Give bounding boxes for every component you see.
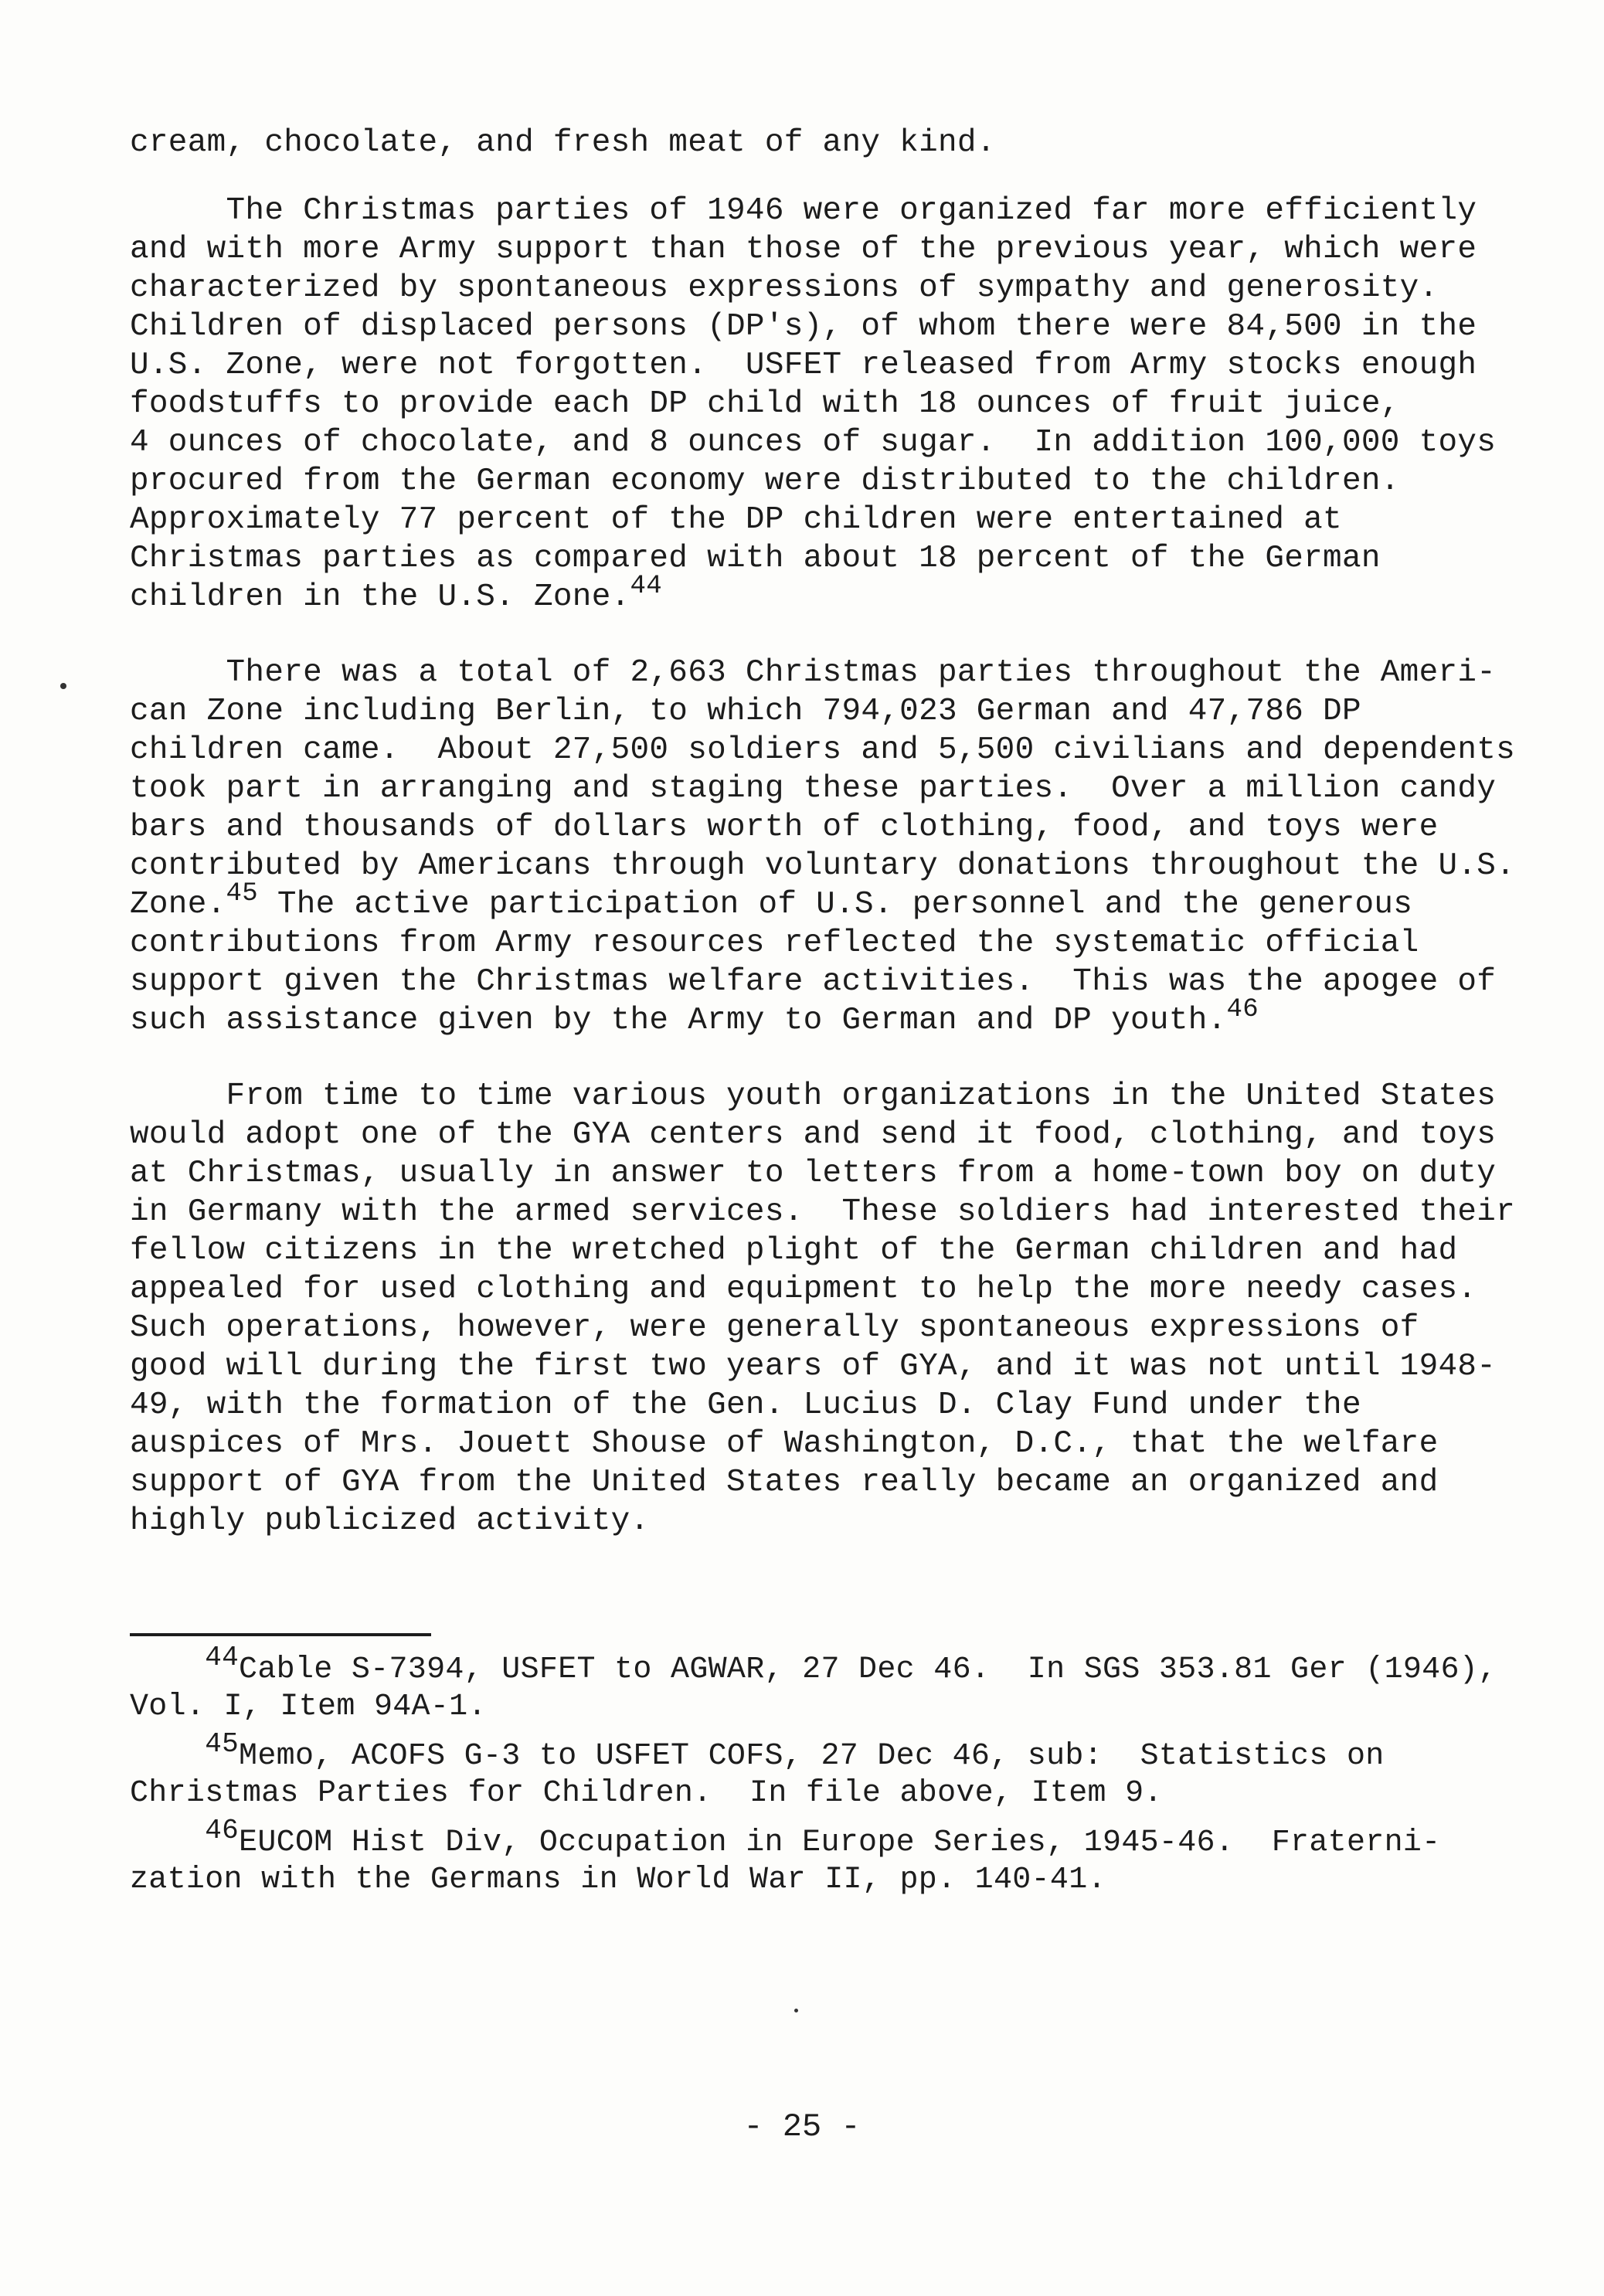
text-line [130, 879, 1413, 926]
text-line: support given the Christmas welfare activities. This was the apogee of [130, 964, 1497, 1000]
footnote-text: EUCOM Hist Div, Occupation in Europe Series, 1945-46. Fraterni- [239, 1826, 1441, 1860]
footnote-text: zation with the Germans in World War II, pp. 140-41. [130, 1863, 1106, 1897]
text-line: procured from the German economy were distributed to the children. [130, 464, 1400, 499]
text-line: Approximately 77 percent of the DP children were entertained at [130, 502, 1342, 538]
text-line: contributed by Americans through voluntary donations throughout the U.S. [130, 848, 1516, 884]
text-line [130, 995, 1259, 1041]
text-line: took part in arranging and staging these parties. Over a million candy [130, 771, 1497, 807]
footnote-text: Vol. I, Item 94A-1. [130, 1690, 487, 1724]
text-segment: The active participation of U.S. personnel and the generous [257, 887, 1413, 922]
footnote-number: 45 [205, 1728, 240, 1760]
text-line: 4 ounces of chocolate, and 8 ounces of sugar. In addition 100,000 toys [130, 425, 1497, 460]
text-line: and with more Army support than those of the previous year, which were [130, 232, 1477, 267]
endnote-marker: 46 [1226, 995, 1259, 1024]
text-line: at Christmas, usually in answer to letters from a home-town boy on duty [130, 1156, 1497, 1191]
endnote-marker: 44 [630, 572, 662, 601]
scan-speck [794, 2009, 798, 2012]
text-line: highly publicized activity. [130, 1503, 650, 1539]
text-line: would adopt one of the GYA centers and send it food, clothing, and toys [130, 1117, 1497, 1153]
text-segment: children in the U.S. Zone. [130, 579, 630, 615]
text-line: bars and thousands of dollars worth of clothing, food, and toys were [130, 810, 1439, 845]
page-number: - 25 - [743, 2108, 861, 2145]
text-line: support of GYA from the United States really became an organized and [130, 1465, 1439, 1500]
text-line: Children of displaced persons (DP's), of whom there were 84,500 in the [130, 309, 1477, 345]
endnote-marker: 45 [226, 879, 258, 909]
scan-speck [60, 683, 66, 689]
text-line: children came. About 27,500 soldiers and 5,500 civilians and dependents [130, 732, 1516, 768]
footnote-46 [130, 1815, 1441, 1862]
text-line: can Zone including Berlin, to which 794,023 German and 47,786 DP [130, 694, 1361, 729]
text-line: 49, with the formation of the Gen. Lucius D. Clay Fund under the [130, 1387, 1361, 1423]
text-line: fellow citizens in the wretched plight of the German children and had [130, 1233, 1458, 1269]
footnote-number: 46 [205, 1815, 240, 1846]
text-line: Such operations, however, were generally spontaneous expressions of [130, 1310, 1419, 1346]
text-line: appealed for used clothing and equipment to help the more needy cases. [130, 1272, 1477, 1307]
footnote-text: Memo, ACOFS G-3 to USFET COFS, 27 Dec 46, sub: Statistics on [239, 1739, 1385, 1774]
footnote-text: Christmas Parties for Children. In file above, Item 9. [130, 1776, 1163, 1811]
text-segment: such assistance given by the Army to German and DP youth. [130, 1003, 1227, 1038]
text-line: good will during the first two years of GYA, and it was not until 1948- [130, 1349, 1497, 1384]
text-line: There was a total of 2,663 Christmas parties throughout the Ameri- [130, 655, 1497, 691]
text-line: foodstuffs to provide each DP child with 18 ounces of fruit juice, [130, 386, 1400, 422]
text-line: U.S. Zone, were not forgotten. USFET released from Army stocks enough [130, 348, 1477, 383]
text-line: From time to time various youth organizations in the United States [130, 1078, 1497, 1114]
text-line: characterized by spontaneous expressions of sympathy and generosity. [130, 270, 1439, 306]
text-line: Christmas parties as compared with about 18 percent of the German [130, 541, 1381, 576]
footnote-44 [130, 1642, 1497, 1689]
text-line: cream, chocolate, and fresh meat of any kind. [130, 125, 996, 161]
footnote-number: 44 [205, 1642, 240, 1673]
text-line: contributions from Army resources reflected the systematic official [130, 926, 1419, 961]
footnote-rule [130, 1633, 431, 1636]
text-line: in Germany with the armed services. These soldiers had interested their [130, 1194, 1516, 1230]
text-line [130, 572, 662, 618]
text-segment: Zone. [130, 887, 226, 922]
text-line: auspices of Mrs. Jouett Shouse of Washington, D.C., that the welfare [130, 1426, 1439, 1462]
footnote-45 [130, 1728, 1385, 1775]
text-line: The Christmas parties of 1946 were organized far more efficiently [130, 193, 1477, 229]
footnote-text: Cable S-7394, USFET to AGWAR, 27 Dec 46. In SGS 353.81 Ger (1946), [239, 1652, 1497, 1687]
